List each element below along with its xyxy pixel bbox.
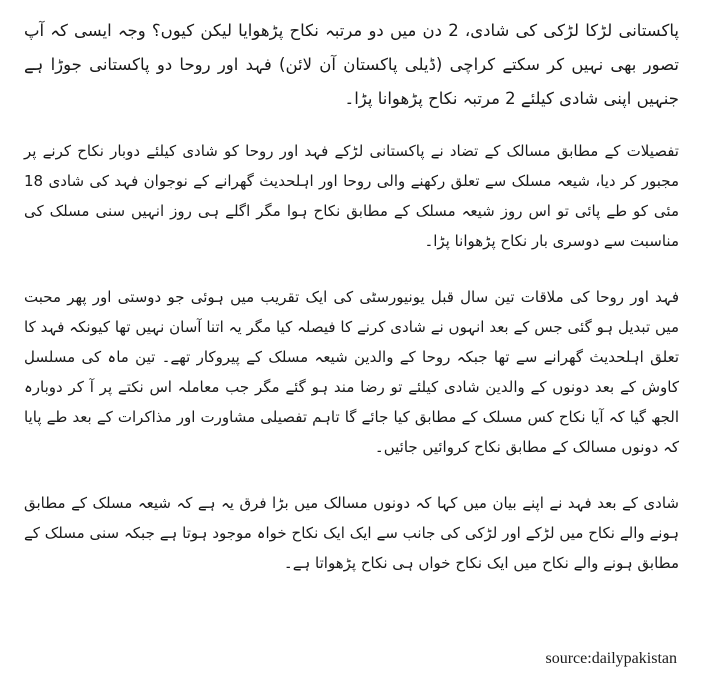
lead-paragraph: پاکستانی لڑکا لڑکی کی شادی، 2 دن میں دو مرتبہ نکاح پڑھوایا لیکن کیوں؟ وجہ ایسی کہ آپ تصور بھی نہیں کر سکتے کراچی (ڈیلی پاکستان آن لائن) فہد اور روحا دو پاکستانی جوڑا ہے جنہیں اپنی شادی کیلئے 2 مرتبہ نکاح پڑھوانا پڑا۔ bbox=[24, 21, 679, 108]
paragraph-4: شادی کے بعد فہد نے اپنے بیان میں کہا کہ دونوں مسالک میں بڑا فرق یہ ہے کہ شیعہ مسلک کے مطابق ہونے والے نکاح میں لڑکے اور لڑکی کی جانب سے ایک ایک نکاح خواہ موجود ہوتا ہے جبکہ سنی مسلک کے مطابق ہونے والے نکاح میں ایک نکاح خواں ہی نکاح پڑھواتا ہے۔ bbox=[24, 494, 679, 572]
source-credit: source:dailypakistan bbox=[545, 650, 677, 667]
paragraph-2: تفصیلات کے مطابق مسالک کے تضاد نے پاکستانی لڑکے فہد اور روحا کو شادی کیلئے دوبار نکاح کرنے پر مجبور کر دیا، شیعہ مسلک سے تعلق رکھنے والی روحا اور اہلحدیث گھرانے کے نوجوان فہد کی شادی 18 مئی کو طے پائی تو اس روز شیعہ مسلک کے مطابق نکاح ہوا مگر اگلے ہی روز انہیں سنی مسلک کی مناسبت سے دوسری بار نکاح پڑھوانا پڑا۔ bbox=[24, 142, 679, 250]
paragraph-3: فہد اور روحا کی ملاقات تین سال قبل یونیورسٹی کی ایک تقریب میں ہوئی جو دوستی اور پھر محبت میں تبدیل ہو گئی جس کے بعد انہوں نے شادی کرنے کا فیصلہ کیا مگر یہ اتنا آسان نہیں تھا کیونکہ فہد کا تعلق اہلحدیث گھرانے سے تھا جبکہ روحا کے والدین شیعہ مسلک کے پیروکار تھے۔ تین ماہ کی مسلسل کاوش کے بعد دونوں کے والدین شادی کیلئے تو رضا مند ہو گئے مگر جب معاملہ اس نکتے پر آ کر دوبارہ الجھ گیا کہ آیا نکاح کس مسلک کے مطابق کیا جائے گا تاہم تفصیلی مشاورت اور مذاکرات کے بعد طے پایا کہ دونوں مسالک کے مطابق نکاح کروائیں جائیں۔ bbox=[24, 288, 679, 456]
